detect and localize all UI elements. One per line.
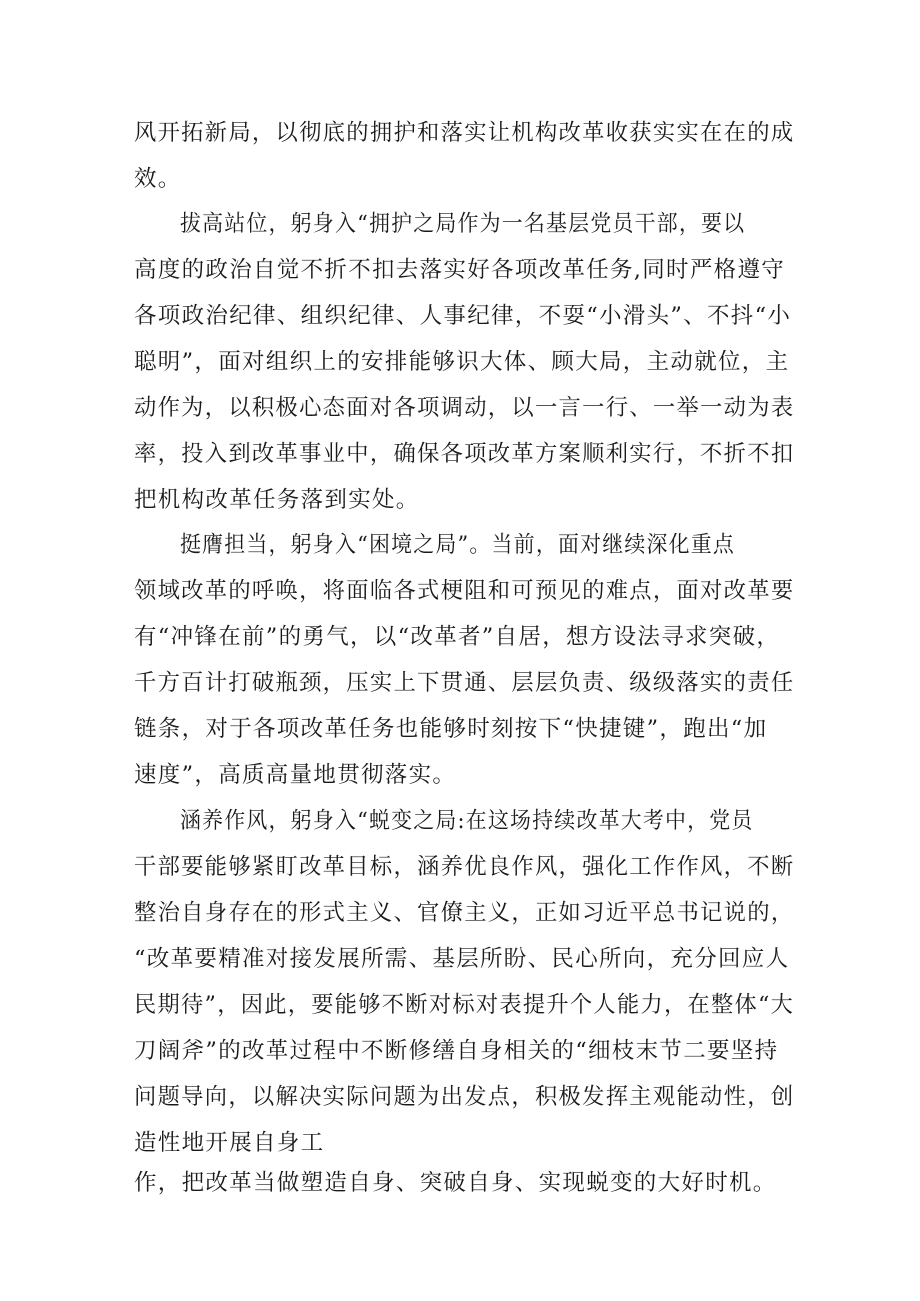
text-line: 造性地开展自身工 — [134, 1130, 325, 1156]
text-line: 刀阔斧”的改革过程中不断修缮自身相关的“细枝末节二要坚持 — [134, 1038, 779, 1064]
paragraph-first-line: 挺膺担当，躬身入“困境之局”。当前，面对继续深化重点 — [180, 532, 736, 558]
text-line: 速度”，高质高量地贯彻落实。 — [134, 762, 457, 788]
text-line: 整治自身存在的形式主义、官僚主义，正如习近平总书记说的， — [134, 900, 795, 926]
text-line: 链条，对于各项改革任务也能够时刻按下“快捷键”，跑出“加 — [134, 716, 768, 742]
text-line: 效。 — [134, 166, 182, 192]
text-line: 干部要能够紧盯改革目标，涵养优良作风，强化工作作风，不断 — [134, 854, 795, 880]
text-line: 民期待”，因此，要能够不断对标对表提升个人能力，在整体“大 — [134, 992, 795, 1018]
text-line: 高度的政治自觉不折不扣去落实好各项改革任务,同时严格遵守 — [134, 257, 786, 283]
text-line: 率，投入到改革事业中，确保各项改革方案顺利实行，不折不扣 — [134, 441, 795, 467]
text-line: 有“冲锋在前”的勇气，以“改革者”自居，想方设法寻求突破， — [134, 624, 781, 650]
text-line: 各项政治纪律、组织纪律、人事纪律，不耍“小滑头”、不抖“小 — [134, 303, 792, 329]
paragraph-first-line: 涵养作风，躬身入“蜕变之局:在这场持续改革大考中，党员 — [180, 808, 754, 834]
paragraph-first-line: 拔高站位，躬身入“拥护之局作为一名基层党员干部，要以 — [180, 211, 746, 237]
text-line: 问题导向，以解决实际问题为出发点，积极发挥主观能动性，创 — [134, 1084, 795, 1110]
text-line: 风开拓新局，以彻底的拥护和落实让机构改革收获实实在在的成 — [134, 120, 795, 146]
text-line: 动作为，以积极心态面对各项调动，以一言一行、一举一动为表 — [134, 395, 795, 421]
text-line: 领域改革的呼唤，将面临各式梗阻和可预见的难点，面对改革要 — [134, 578, 795, 604]
text-line: 把机构改革任务落到实处。 — [134, 487, 420, 513]
text-line: 作，把改革当做塑造自身、突破自身、实现蜕变的大好时机。 — [134, 1170, 777, 1196]
text-line: “改革要精准对接发展所需、基层所盼、民心所向，充分回应人 — [134, 946, 790, 972]
text-line: 千方百计打破瓶颈，压实上下贯通、层层负责、级级落实的责任 — [134, 670, 795, 696]
text-line: 聪明”，面对组织上的安排能够识大体、顾大局，主动就位，主 — [134, 349, 790, 375]
